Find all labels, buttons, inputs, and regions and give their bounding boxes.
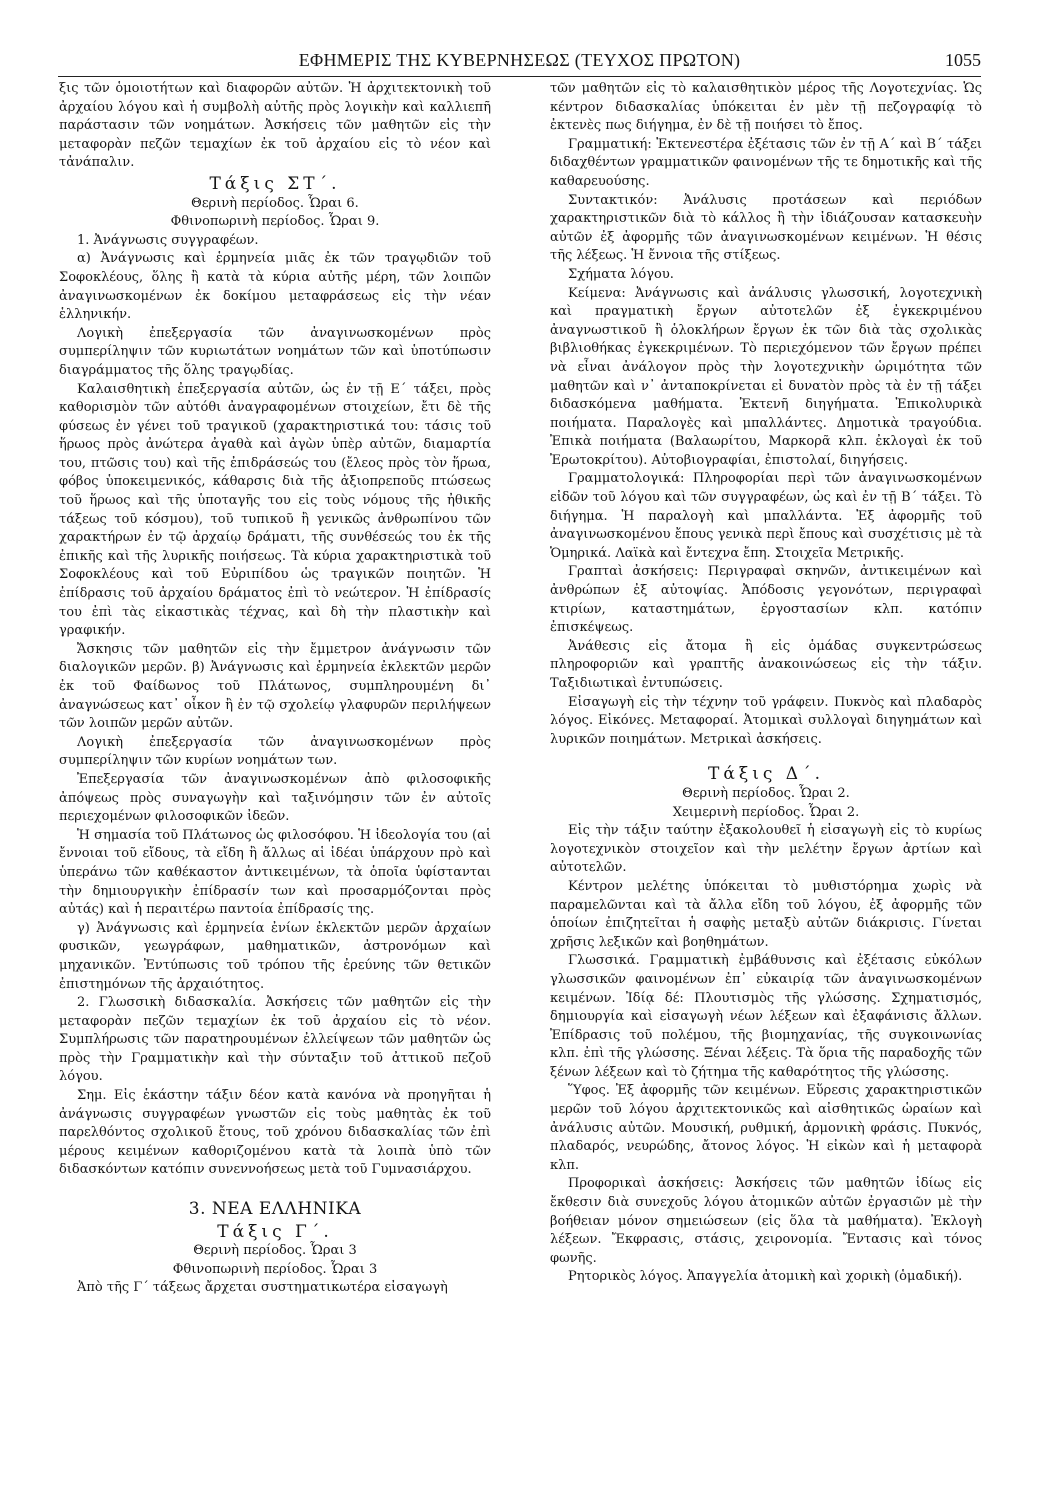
paragraph: Λογικὴ ἐπεξεργασία τῶν ἀναγινωσκομένων πρὸς συμπερίληψιν τῶν κυριωτάτων νοημάτων τῶν καὶ ὑποτύπωσιν διαγράμματος τῆς ὅλης τραγῳδίας. xyxy=(59,325,491,378)
paragraph: Κείμενα: Ἀνάγνωσις καὶ ἀνάλυσις γλωσσική, λογοτεχνικὴ καὶ πραγματικὴ ἔργων αὐτοτελῶν ἐξ ἐγκεκριμένου ἀναγνωστικοῦ ἢ ὁλοκλήρων ἔργων ἐκ τῶν διὰ τὰς σχολικὰς βιβλιοθήκας ἐγκεκριμένων. Τὸ περιεχόμενον τῶν ἔργων πρέπει νὰ εἶναι ἀνάλογον πρὸς τὴν λογοτεχνικὴν ὡριμότητα τῶν μαθητῶν καὶ ν᾽ ἀνταποκρίνεται εἰ δυνατὸν πρὸς τὰ ἐν τῇ τάξει διδασκόμενα μαθήματα. Ἐκτενῆ διηγήματα. Ἐπικολυρικὰ ποιήματα. Παραλογὲς καὶ μπαλλάντες. Δημοτικὰ τραγούδια. Ἐπικὰ ποιήματα (Βαλαωρίτου, Μαρκορᾶ κλπ. ἐκλογαὶ ἐκ τοῦ Ἐρωτοκρίτου). Αὐτοβιογραφίαι, ἐπιστολαί, διηγήσεις. xyxy=(550,285,982,468)
left-column xyxy=(59,80,491,1298)
paragraph: 1. Ἀνάγνωσις συγγραφέων. xyxy=(77,232,259,248)
page-header xyxy=(58,50,981,76)
paragraph: Ρητορικὸς λόγος. Ἀπαγγελία ἀτομικὴ καὶ χορικὴ (ὁμαδική). xyxy=(568,1269,963,1285)
schedule-winter: Χειμερινὴ περίοδος. Ὧραι 2. xyxy=(672,804,860,820)
class-heading-d: Τάξις Δ΄. xyxy=(708,764,824,785)
paragraph: γ) Ἀνάγνωσις καὶ ἑρμηνεία ἐνίων ἐκλεκτῶν μερῶν ἀρχαίων φυσικῶν, γεωγράφων, μαθηματικῶν, ἀστρονόμων καὶ μηχανικῶν. Ἐντύπωσις τοῦ τρόπου τῆς ἐρεύνης τῶν θετικῶν ἐπιστημόνων τῆς ἀρχαιότητος. xyxy=(59,920,491,992)
right-column xyxy=(550,80,982,1287)
paragraph: Γραμματική: Ἐκτενεστέρα ἐξέτασις τῶν ἐν τῇ Α΄ καὶ Β΄ τάξει διδαχθέντων γραμματικῶν φαινομένων τῆς τε δημοτικῆς καὶ τῆς καθαρευούσης. xyxy=(550,136,982,189)
spacer xyxy=(550,749,982,763)
schedule-summer: Θερινὴ περίοδος. Ὧραι 3 xyxy=(193,1243,357,1259)
paragraph: Καλαισθητικὴ ἐπεξεργασία αὐτῶν, ὡς ἐν τῇ Ε΄ τάξει, πρὸς καθορισμὸν τῶν αὐτόθι ἀναγραφομένων στοιχείων, ἔτι δὲ τῆς φύσεως ἐν γένει τοῦ τραγικοῦ (χαρακτηριστικά του: τάσις τοῦ ἥρωος πρὸς ἀνώτερα ἀγαθὰ καὶ ἀγὼν ὑπὲρ αὐτῶν, διαμαρτία του, πτῶσις του) καὶ τῆς ἐπιδράσεώς του (ἔλεος πρὸς τὸν ἥρωα, φόβος ὑποκειμενικός, κάθαρσις διὰ τῆς ἀξιοπρεποῦς πτώσεως τοῦ ἥρωος καὶ τῆς ὑποταγῆς του εἰς τοὺς νόμους τῆς ἠθικῆς τάξεως τοῦ κόσμου), τοῦ τυπικοῦ ἢ γενικῶς ἀνθρωπίνου τῶν χαρακτήρων ἐν τῷ ἀρχαίῳ δράματι, τῆς συνθέσεώς του ἐκ τῆς ἐπικῆς καὶ τῆς λυρικῆς ποιήσεως. Τὰ κύρια χαρακτηριστικὰ τοῦ Σοφοκλέους καὶ τοῦ Εὐριπίδου ὡς τραγικῶν ποιητῶν. Ἡ ἐπίδρασις τοῦ ἀρχαίου δράματος ἐπὶ τὸ νεώτερον. Ἡ ἐπίδρασίς του ἐπὶ τὰς εἰκαστικὰς τέχνας, καὶ δὴ τὴν πλαστικὴν καὶ γραφικήν. xyxy=(59,381,491,639)
schedule-summer: Θερινὴ περίοδος. Ὧραι 2. xyxy=(682,785,850,801)
section-heading-new-greek: 3. ΝΕΑ ΕΛΛΗΝΙΚΑ xyxy=(188,1199,362,1220)
header-rule xyxy=(58,76,981,77)
paragraph: Γλωσσικά. Γραμματικὴ ἐμβάθυνσις καὶ ἐξέτασις εὐκόλων γλωσσικῶν φαινομένων ἐπ᾽ εὐκαιρίᾳ τῶν ἀναγινωσκομένων κειμένων. Ἰδίᾳ δέ: Πλουτισμὸς τῆς γλώσσης. Σχηματισμός, δημιουργία καὶ εἰσαγωγὴ νέων λέξεων καὶ ἐξαφάνισις ἄλλων. Ἐπίδρασις τοῦ πολέμου, τῆς βιομηχανίας, τῆς συγκοινωνίας κλπ. ἐπὶ τῆς γλώσσης. Ξέναι λέξεις. Τὰ ὅρια τῆς παραδοχῆς τῶν ξένων λέξεων καὶ τὸ ζήτημα τῆς καθαρότητος τῆς γλώσσης. xyxy=(550,953,982,1080)
page-number: 1055 xyxy=(945,50,981,70)
paragraph: Εἰσαγωγὴ εἰς τὴν τέχνην τοῦ γράφειν. Πυκνὸς καὶ πλαδαρὸς λόγος. Εἰκόνες. Μεταφοραί. Ἀτομικαὶ συλλογαὶ διηγημάτων καὶ λυρικῶν ποιημάτων. Μετρικαὶ ἀσκήσεις. xyxy=(550,694,982,747)
note-paragraph: Σημ. Εἰς ἑκάστην τάξιν δέον κατὰ κανόνα νὰ προηγῆται ἡ ἀνάγνωσις συγγραφέων γνωστῶν εἰς τοὺς μαθητὰς ἐκ τοῦ παρελθόντος σχολικοῦ ἔτους, τοῦ χρόνου διδασκαλίας τῶν ἐπὶ μέρους κειμένων καθοριζομένου κατὰ τὰ λοιπὰ ὑπὸ τῶν διδασκόντων κατόπιν συνεννοήσεως μετὰ τοῦ Γυμνασιάρχου. xyxy=(59,1088,491,1178)
paragraph: α) Ἀνάγνωσις καὶ ἑρμηνεία μιᾶς ἐκ τῶν τραγῳδιῶν τοῦ Σοφοκλέους, ὅλης ἢ κατὰ τὰ κύρια αὐτῆς μέρη, τῶν λοιπῶν ἀναγινωσκομένων ἐκ δοκίμου μεταφράσεως εἰς τὴν νέαν ἑλληνικήν. xyxy=(59,251,491,323)
paragraph: Προφορικαὶ ἀσκήσεις: Ἀσκήσεις τῶν μαθητῶν ἰδίως εἰς ἔκθεσιν διὰ συνεχοῦς λόγου ἀτομικῶν αὐτῶν ἐργασιῶν μὲ τὴν βοήθειαν μόνον σημειώσεων (εἰς ὅλα τὰ μαθήματα). Ἐκλογὴ λέξεων. Ἔκφρασις, στάσις, χειρονομία. Ἔντασις καὶ τόνος φωνῆς. xyxy=(550,1176,982,1266)
paragraph: Ἐπεξεργασία τῶν ἀναγινωσκομένων ἀπὸ φιλοσοφικῆς ἀπόψεως πρὸς συναγωγὴν καὶ ταξινόμησιν τῶν ἐν αὐτοῖς περιεχομένων φιλοσοφικῶν ἰδεῶν. xyxy=(59,771,491,825)
schedule-summer: Θερινὴ περίοδος. Ὧραι 6. xyxy=(191,195,359,211)
schedule-autumn: Φθινοπωρινὴ περίοδος. Ὧραι 9. xyxy=(170,214,380,230)
class-heading-st: Τάξις ΣΤ΄. xyxy=(209,173,341,194)
paragraph: Συντακτικόν: Ἀνάλυσις προτάσεων καὶ περιόδων χαρακτηριστικῶν διὰ τὸ κάλλος ἢ τὴν ἰδιάζουσαν κατασκευὴν αὐτῶν ἐξ ἀφορμῆς τῶν ἀναγινωσκομένων κειμένων. Ἡ θέσις τῆς λέξεως. Ἡ ἔννοια τῆς στίξεως. xyxy=(550,192,982,264)
paragraph: Ἀνάθεσις εἰς ἄτομα ἢ εἰς ὁμάδας συγκεντρώσεως πληροφοριῶν καὶ γραπτῆς ἀνακοινώσεως εἰς τὴν τάξιν. Ταξιδιωτικαὶ ἐντυπώσεις. xyxy=(550,638,982,691)
paragraph: Γραπταὶ ἀσκήσεις: Περιγραφαὶ σκηνῶν, ἀντικειμένων καὶ ἀνθρώπων ἐξ αὐτοψίας. Ἀπόδοσις γεγονότων, περιγραφαὶ κτιρίων, καταστημάτων, ἐργοστασίων κλπ. κατόπιν ἐπισκέψεως. xyxy=(550,564,982,636)
paragraph: Κέντρον μελέτης ὑπόκειται τὸ μυθιστόρημα χωρὶς νὰ παραμελῶνται καὶ τὰ ἄλλα εἴδη τοῦ λόγου, ἐξ ἀφορμῆς τῶν ὁποίων ἐπιζητεῖται ἡ σαφὴς μεταξὺ αὐτῶν διάκρισις. Γίνεται χρῆσις λεξικῶν καὶ βοηθημάτων. xyxy=(550,878,982,950)
paragraph: Γραμματολογικά: Πληροφορίαι περὶ τῶν ἀναγινωσκομένων εἰδῶν τοῦ λόγου καὶ τῶν συγγραφέων, ὡς καὶ ἐν τῇ Β΄ τάξει. Τὸ διήγημα. Ἡ παραλογὴ καὶ μπαλλάντα. Ἐξ ἀφορμῆς τοῦ ἀναγινωσκομένου ἔπους γενικὰ περὶ ἔπους καὶ συσχέτισις μὲ τὰ Ὁμηρικά. Λαϊκὰ καὶ ἔντεχνα ἔπη. Στοιχεῖα Μετρικῆς. xyxy=(550,471,982,561)
class-heading-g: Τάξις Γ΄. xyxy=(217,1221,333,1242)
paragraph: Ἡ σημασία τοῦ Πλάτωνος ὡς φιλοσόφου. Ἡ ἰδεολογία του (αἱ ἔννοιαι τοῦ εἴδους, τὰ εἴδη ἢ ἄλλως αἱ ἰδέαι ὑπάρχουν πρὸ καὶ ὑπεράνω τῶν καθέκαστον ἀντικειμένων, τὰ ὁποῖα ὑφίστανται τὴν δημιουργικὴν ἐπίδρασίν των καὶ προσαρμόζονται πρὸς αὐτάς) καὶ ἡ περαιτέρω παντοία ἐπίδρασίς της. xyxy=(59,827,491,918)
paragraph: Σχήματα λόγου. xyxy=(568,266,674,282)
paragraph: τῶν μαθητῶν εἰς τὸ καλαισθητικὸν μέρος τῆς Λογοτεχνίας. Ὡς κέντρον διδασκαλίας ὑπόκειται ἐν μὲν τῇ πεζογραφίᾳ τὸ ἐκτενὲς πως διήγημα, ἐν δὲ τῇ ποιήσει τὸ ἔπος. xyxy=(550,81,982,134)
gazette-title: ΕΦΗΜΕΡΙΣ ΤΗΣ ΚΥΒΕΡΝΗΣΕΩΣ (ΤΕΥΧΟΣ ΠΡΩΤΟΝ) xyxy=(298,50,741,70)
paragraph: 2. Γλωσσικὴ διδασκαλία. Ἀσκήσεις τῶν μαθητῶν εἰς τὴν μεταφορὰν πεζῶν τεμαχίων ἐκ τοῦ ἀρχαίου εἰς τὸ νέον. Συμπλήρωσις τῶν παρατηρουμένων ἐλλείψεων τῶν μαθητῶν ὡς πρὸς τὴν Γραμματικὴν καὶ τὴν σύνταξιν τοῦ ἀττικοῦ πεζοῦ λόγου. xyxy=(59,995,491,1085)
paragraph: ξις τῶν ὁμοιοτήτων καὶ διαφορῶν αὐτῶν. Ἡ ἀρχιτεκτονικὴ τοῦ ἀρχαίου λόγου καὶ ἡ συμβολὴ αὐτῆς πρὸς λογικὴν καὶ καλλιεπῆ παράστασιν τῶν νοημάτων. Ἀσκήσεις τῶν μαθητῶν εἰς τὴν μεταφορὰν πεζῶν τεμαχίων ἐκ τοῦ ἀρχαίου εἰς τὸ νέον καὶ τἀνάπαλιν. xyxy=(59,81,491,171)
paragraph: Ἄσκησις τῶν μαθητῶν εἰς τὴν ἔμμετρον ἀνάγνωσιν τῶν διαλογικῶν μερῶν. β) Ἀνάγνωσις καὶ ἑρμηνεία ἐκλεκτῶν μερῶν ἐκ τοῦ Φαίδωνος τοῦ Πλάτωνος, συμπληρουμένη δι᾽ ἀναγνώσεως κατ᾽ οἶκον ἢ ἐν τῷ σχολείῳ γλαφυρῶν περιλήψεων τῶν λοιπῶν μερῶν αὐτῶν. xyxy=(59,641,491,732)
schedule-autumn: Φθινοπωρινὴ περίοδος. Ὧραι 3 xyxy=(172,1261,378,1277)
paragraph: Λογικὴ ἐπεξεργασία τῶν ἀναγινωσκομένων πρὸς συμπερίληψιν τῶν κυρίων νοημάτων των. xyxy=(59,734,491,769)
paragraph: Ὕφος. Ἐξ ἀφορμῆς τῶν κειμένων. Εὕρεσις χαρακτηριστικῶν μερῶν τοῦ λόγου ἀρχιτεκτονικῶς καὶ αἰσθητικῶς ὡραίων καὶ ἀνάλυσις αὐτῶν. Μουσική, ρυθμική, ἁρμονικὴ φράσις. Πυκνός, πλαδαρός, νευρώδης, ἄτονος λόγος. Ἡ εἰκὼν καὶ ἡ μεταφορὰ κλπ. xyxy=(550,1083,982,1173)
paragraph: Εἰς τὴν τάξιν ταύτην ἐξακολουθεῖ ἡ εἰσαγωγὴ εἰς τὸ κυρίως λογοτεχνικὸν στοιχεῖον καὶ τὴν μελέτην ἔργων ἀρτίων καὶ αὐτοτελῶν. xyxy=(550,823,982,876)
paragraph: Ἀπὸ τῆς Γ΄ τάξεως ἄρχεται συστηματικωτέρα εἰσαγωγὴ xyxy=(77,1280,448,1296)
